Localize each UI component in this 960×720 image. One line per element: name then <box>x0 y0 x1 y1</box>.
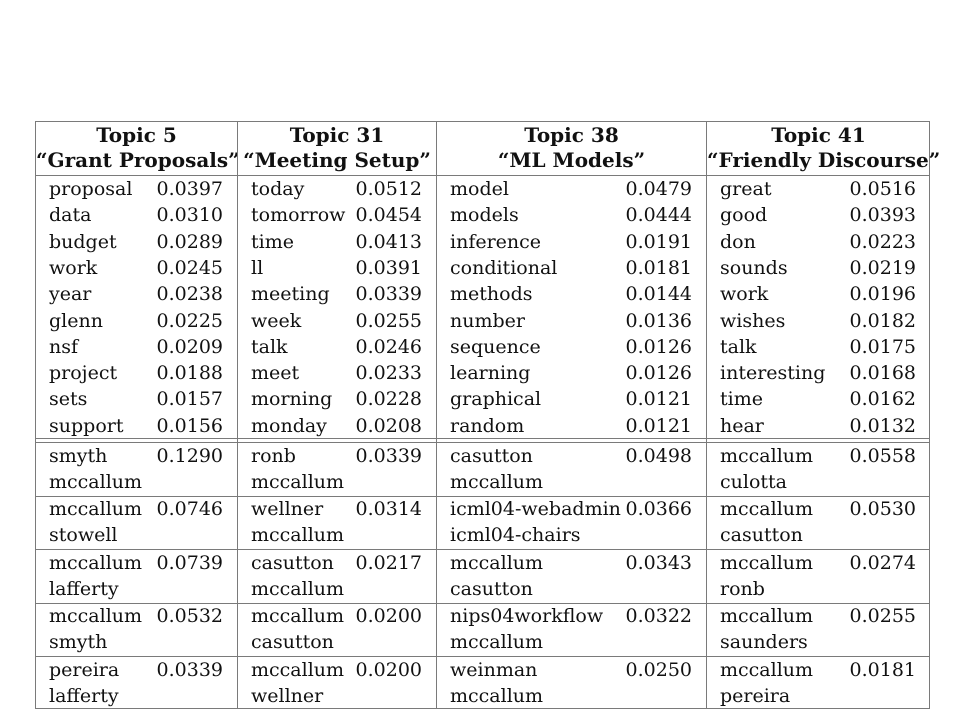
pair-row <box>707 657 930 710</box>
word-probability: 0.0454 <box>355 204 422 227</box>
pair-recipient: mccallum <box>251 577 345 600</box>
pair-row <box>437 550 706 603</box>
pair-recipient: mccallum <box>251 471 345 493</box>
word-row <box>437 255 706 281</box>
pair-author: wellner <box>251 498 324 521</box>
word-probability: 0.0246 <box>355 335 422 358</box>
word-probability: 0.0289 <box>156 230 223 253</box>
word-probability: 0.0175 <box>849 335 916 358</box>
pair-author: mccallum <box>720 658 814 681</box>
pair-author: pereira <box>49 658 120 681</box>
word: budget <box>49 230 117 253</box>
pair-recipient: wellner <box>251 684 324 707</box>
topic-header <box>437 122 706 176</box>
word: time <box>251 230 294 253</box>
author-recipient-list <box>707 443 930 708</box>
pair-recipient: mccallum <box>450 631 544 654</box>
pair-recipient: casutton <box>450 577 533 600</box>
word-probability: 0.0255 <box>355 309 422 332</box>
word-row <box>36 308 237 334</box>
pair-probability: 0.0746 <box>156 498 223 521</box>
pair-probability: 0.0314 <box>355 498 422 521</box>
word-row <box>238 255 436 281</box>
word: monday <box>251 414 327 437</box>
pair-author: ronb <box>251 445 296 467</box>
word-row <box>36 255 237 281</box>
word-probability: 0.0181 <box>625 256 692 279</box>
word-probability: 0.0208 <box>355 414 422 437</box>
pair-probability: 0.0339 <box>355 445 422 467</box>
word-probability: 0.0209 <box>156 335 223 358</box>
word: interesting <box>720 362 826 385</box>
word-probability: 0.0233 <box>355 362 422 385</box>
pair-recipient: casutton <box>251 631 334 654</box>
word: year <box>49 283 92 306</box>
word-probability: 0.0144 <box>625 283 692 306</box>
word-probability: 0.0168 <box>849 362 916 385</box>
pair-probability: 0.0217 <box>355 551 422 574</box>
topic-subtitle: “Grant Proposals” <box>36 148 240 172</box>
topic-header <box>36 122 240 176</box>
word-row <box>36 281 237 307</box>
topic-column <box>436 122 706 708</box>
word: number <box>450 309 525 332</box>
pair-row <box>707 496 930 549</box>
pair-row <box>707 550 930 603</box>
word-probability: 0.0479 <box>625 178 692 200</box>
word: morning <box>251 388 333 411</box>
word-row <box>437 308 706 334</box>
pair-recipient: mccallum <box>450 684 544 707</box>
pair-probability: 0.0530 <box>849 498 916 521</box>
word: glenn <box>49 309 103 332</box>
pair-probability: 0.0498 <box>625 445 692 467</box>
pair-probability: 0.0739 <box>156 551 223 574</box>
word: conditional <box>450 256 558 279</box>
word: data <box>49 204 92 227</box>
word-row <box>437 413 706 439</box>
pair-probability: 0.0339 <box>156 658 223 681</box>
word: today <box>251 178 305 200</box>
word-row <box>437 229 706 255</box>
word-row <box>707 202 930 228</box>
pair-row <box>36 496 237 549</box>
word-row <box>36 176 237 202</box>
word: model <box>450 178 509 200</box>
word-row <box>707 229 930 255</box>
word: don <box>720 230 756 253</box>
word-row <box>36 229 237 255</box>
pair-probability: 0.0200 <box>355 605 422 628</box>
word: meet <box>251 362 300 385</box>
word: great <box>720 178 772 200</box>
word: tomorrow <box>251 204 346 227</box>
word-probability: 0.0121 <box>625 388 692 411</box>
word-row <box>707 360 930 386</box>
word-probability: 0.0238 <box>156 283 223 306</box>
topic-title: Topic 41 <box>771 123 866 147</box>
word-probability: 0.0516 <box>849 178 916 200</box>
word-row <box>437 202 706 228</box>
pair-probability: 0.0200 <box>355 658 422 681</box>
pair-row <box>238 550 436 603</box>
topic-header <box>707 122 941 176</box>
word-row <box>437 386 706 412</box>
word: support <box>49 414 124 437</box>
pair-row <box>238 657 436 710</box>
word-row <box>238 176 436 202</box>
word-probability: 0.0391 <box>355 256 422 279</box>
pair-probability: 0.0343 <box>625 551 692 574</box>
word-row <box>36 386 237 412</box>
topic-title: Topic 31 <box>289 123 385 147</box>
pair-author: icml04-webadmin <box>450 498 621 521</box>
word: week <box>251 309 302 332</box>
word-probability: 0.0397 <box>156 178 223 200</box>
pair-author: smyth <box>49 445 108 467</box>
word: graphical <box>450 388 542 411</box>
word-row <box>437 334 706 360</box>
pair-probability: 0.0322 <box>625 605 692 628</box>
word-row <box>238 308 436 334</box>
pair-author: mccallum <box>720 551 814 574</box>
pair-recipient: lafferty <box>49 577 119 600</box>
word: methods <box>450 283 533 306</box>
word-probability: 0.0182 <box>849 309 916 332</box>
word-row <box>36 360 237 386</box>
pair-recipient: ronb <box>720 577 765 600</box>
word-probability: 0.0132 <box>849 414 916 437</box>
pair-probability: 0.0558 <box>849 445 916 467</box>
pair-recipient: lafferty <box>49 684 119 707</box>
word: work <box>720 283 769 306</box>
topic-title: Topic 5 <box>96 123 177 147</box>
pair-row <box>437 443 706 496</box>
topic-subtitle: “Meeting Setup” <box>243 148 431 172</box>
word-probability: 0.0162 <box>849 388 916 411</box>
author-recipient-list <box>238 443 436 708</box>
pair-probability: 0.0274 <box>849 551 916 574</box>
pair-author: nips04workflow <box>450 605 604 628</box>
topic-word-list <box>707 176 930 438</box>
pair-author: mccallum <box>49 551 143 574</box>
word-row <box>238 334 436 360</box>
pair-recipient: pereira <box>720 684 791 707</box>
word-probability: 0.0126 <box>625 335 692 358</box>
word-probability: 0.0512 <box>355 178 422 200</box>
word-row <box>238 202 436 228</box>
word-probability: 0.0126 <box>625 362 692 385</box>
topic-word-list <box>238 176 436 438</box>
pair-author: mccallum <box>49 605 143 628</box>
pair-row <box>36 550 237 603</box>
word: proposal <box>49 178 133 200</box>
word-row <box>707 281 930 307</box>
word-row <box>707 386 930 412</box>
word-row <box>437 360 706 386</box>
word-probability: 0.0393 <box>849 204 916 227</box>
word-probability: 0.0310 <box>156 204 223 227</box>
word-probability: 0.0196 <box>849 283 916 306</box>
word-row <box>437 281 706 307</box>
pair-row <box>707 603 930 656</box>
pair-author: mccallum <box>720 445 814 467</box>
pair-author: mccallum <box>720 605 814 628</box>
pair-row <box>437 496 706 549</box>
word: hear <box>720 414 764 437</box>
word: random <box>450 414 525 437</box>
pair-row <box>36 657 237 710</box>
word-probability: 0.0223 <box>849 230 916 253</box>
word: ll <box>251 256 264 279</box>
pair-author: mccallum <box>251 658 345 681</box>
pair-row <box>437 603 706 656</box>
topic-header <box>238 122 436 176</box>
pair-recipient: culotta <box>720 471 787 493</box>
word-row <box>707 176 930 202</box>
word-probability: 0.0136 <box>625 309 692 332</box>
author-recipient-list <box>36 443 237 708</box>
topic-table <box>35 121 941 709</box>
pair-row <box>437 657 706 710</box>
pair-row <box>36 443 237 496</box>
author-recipient-list <box>437 443 706 708</box>
word-row <box>238 413 436 439</box>
pair-author: mccallum <box>49 498 143 521</box>
word-row <box>707 334 930 360</box>
pair-recipient: mccallum <box>49 471 143 493</box>
word-probability: 0.0157 <box>156 388 223 411</box>
word-probability: 0.0225 <box>156 309 223 332</box>
pair-row <box>238 496 436 549</box>
word: nsf <box>49 335 79 358</box>
pair-recipient: casutton <box>720 524 803 547</box>
pair-probability: 0.0532 <box>156 605 223 628</box>
word: meeting <box>251 283 330 306</box>
pair-recipient: mccallum <box>251 524 345 547</box>
word: talk <box>251 335 288 358</box>
word-probability: 0.0121 <box>625 414 692 437</box>
word-probability: 0.0245 <box>156 256 223 279</box>
word: sounds <box>720 256 788 279</box>
pair-row <box>238 443 436 496</box>
topic-column <box>706 122 941 708</box>
word: good <box>720 204 768 227</box>
pair-recipient: saunders <box>720 631 808 654</box>
topic-word-list <box>36 176 237 438</box>
pair-recipient: smyth <box>49 631 108 654</box>
word-probability: 0.0228 <box>355 388 422 411</box>
topic-word-list <box>437 176 706 438</box>
word: models <box>450 204 519 227</box>
pair-author: casutton <box>251 551 334 574</box>
topic-column <box>237 122 436 708</box>
word: time <box>720 388 763 411</box>
word-row <box>238 386 436 412</box>
word-row <box>36 413 237 439</box>
word-probability: 0.0339 <box>355 283 422 306</box>
pair-recipient: icml04-chairs <box>450 524 581 547</box>
word: learning <box>450 362 531 385</box>
word-probability: 0.0156 <box>156 414 223 437</box>
pair-probability: 0.0255 <box>849 605 916 628</box>
word-probability: 0.0413 <box>355 230 422 253</box>
word: wishes <box>720 309 786 332</box>
pair-author: mccallum <box>251 605 345 628</box>
pair-author: mccallum <box>450 551 544 574</box>
word-probability: 0.0191 <box>625 230 692 253</box>
topic-subtitle: “Friendly Discourse” <box>707 148 941 172</box>
pair-author: weinman <box>450 658 538 681</box>
word-row <box>238 360 436 386</box>
pair-row <box>707 443 930 496</box>
pair-row <box>36 603 237 656</box>
word-probability: 0.0444 <box>625 204 692 227</box>
pair-recipient: stowell <box>49 524 118 547</box>
word-row <box>238 229 436 255</box>
word-row <box>437 176 706 202</box>
word-row <box>238 281 436 307</box>
word: inference <box>450 230 542 253</box>
pair-probability: 0.1290 <box>156 445 223 467</box>
word-row <box>36 202 237 228</box>
word-row <box>707 308 930 334</box>
pair-author: casutton <box>450 445 533 467</box>
word-row <box>707 255 930 281</box>
word: talk <box>720 335 757 358</box>
topic-column <box>36 122 240 708</box>
pair-probability: 0.0366 <box>625 498 692 521</box>
pair-probability: 0.0250 <box>625 658 692 681</box>
topic-subtitle: “ML Models” <box>497 148 646 172</box>
word-row <box>36 334 237 360</box>
pair-probability: 0.0181 <box>849 658 916 681</box>
pair-row <box>238 603 436 656</box>
word-probability: 0.0188 <box>156 362 223 385</box>
word: sequence <box>450 335 541 358</box>
word: project <box>49 362 118 385</box>
pair-recipient: mccallum <box>450 471 544 493</box>
word: work <box>49 256 98 279</box>
word-probability: 0.0219 <box>849 256 916 279</box>
word-row <box>707 413 930 439</box>
word: sets <box>49 388 88 411</box>
topic-title: Topic 38 <box>524 123 619 147</box>
pair-author: mccallum <box>720 498 814 521</box>
